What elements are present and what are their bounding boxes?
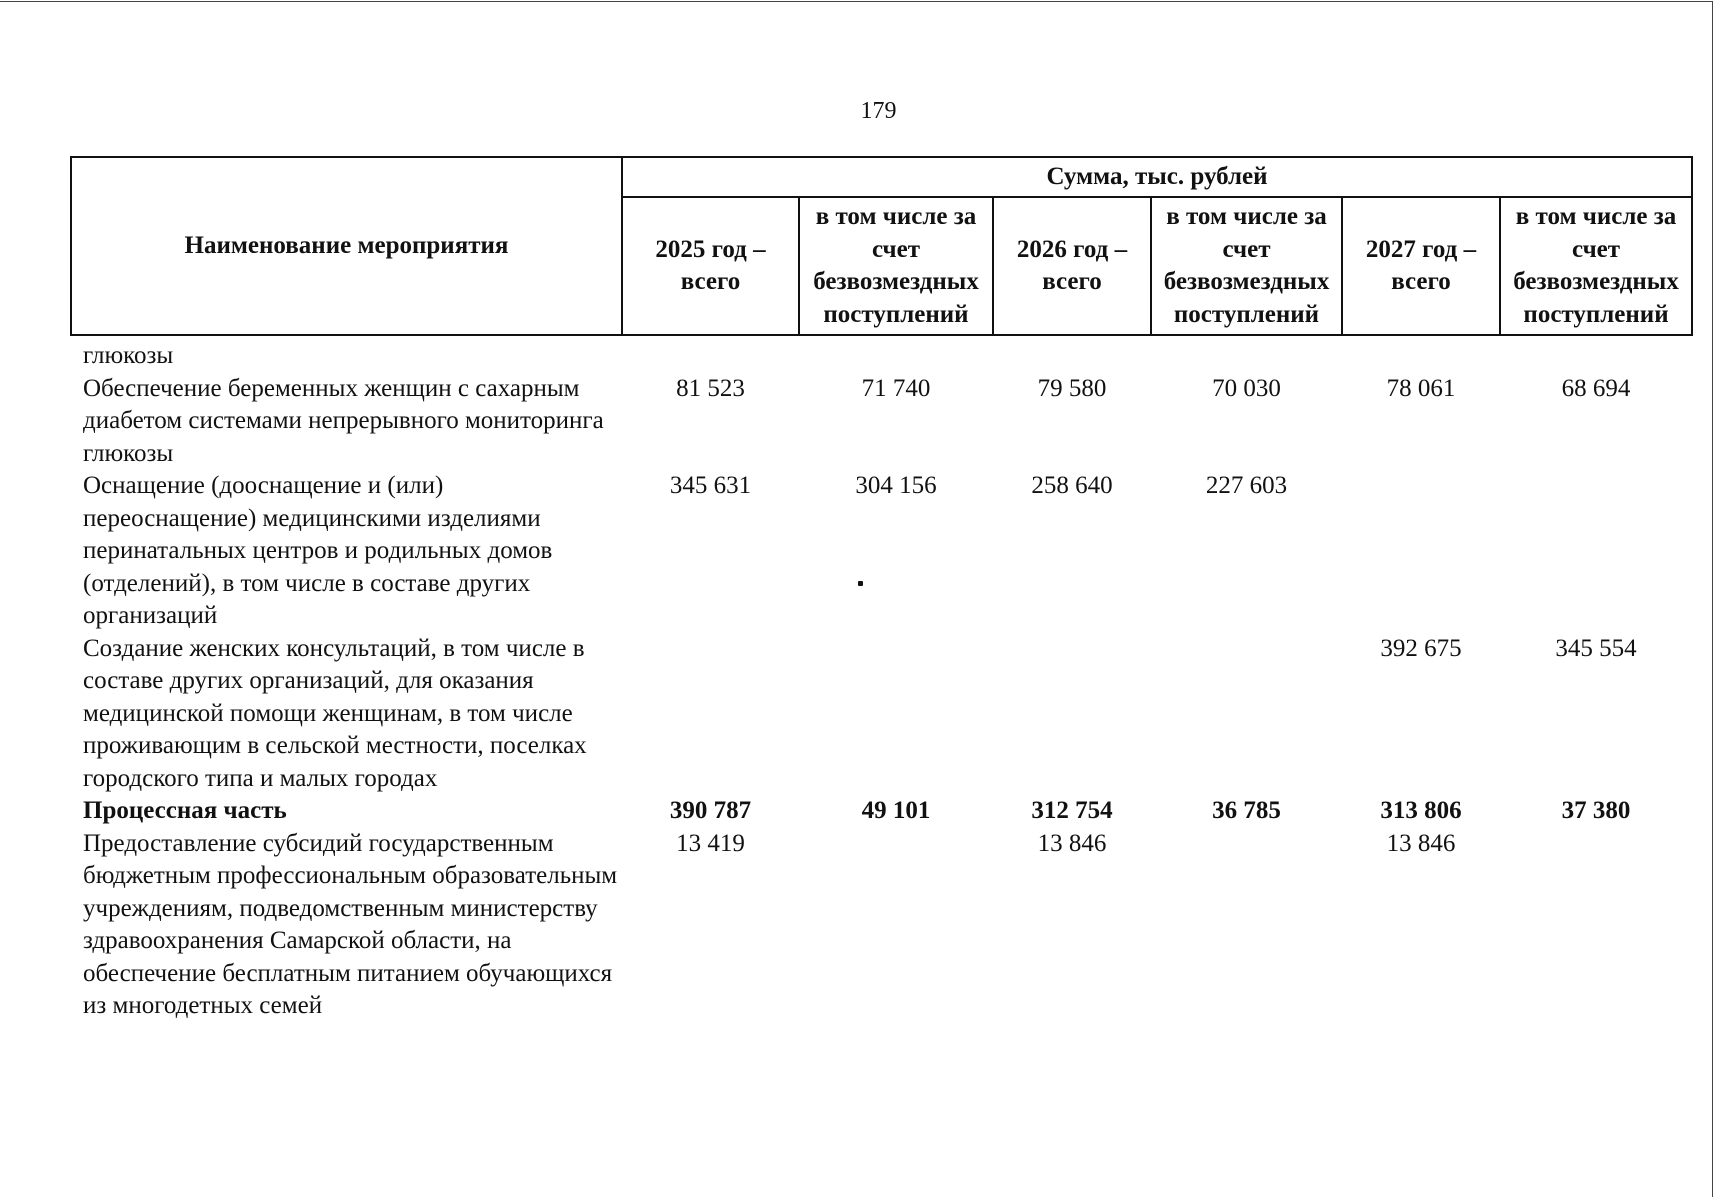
cell-2026-grants <box>1151 335 1342 373</box>
table-row <box>71 470 1692 633</box>
cell-2025-total <box>622 633 799 796</box>
cell-2025-grants: 49 101 <box>861 797 931 824</box>
cell-2025-total <box>622 335 799 373</box>
cell-2026-total: 258 640 <box>1031 472 1113 499</box>
cell-2025-total: 13 419 <box>676 829 745 857</box>
row-name: Предоставление субсидий государственным бюджетным профессиональным образовательным учреждениям, подведомственным министерству здравоохранения Самарской области, на обеспечение бесплатным питанием обучающихся из многодетных семей <box>83 829 618 1019</box>
cell-2026-grants <box>1151 828 1342 1023</box>
cell-2027-grants: 68 694 <box>1561 374 1631 402</box>
budget-table <box>70 156 1693 1023</box>
cell-2027-total: 78 061 <box>1386 374 1456 402</box>
row-name: Оснащение (дооснащение и (или) переоснащение) медицинскими изделиями перинатальных центров и родильных домов (отделений), в том числе в составе других организаций <box>83 472 553 629</box>
table-row <box>71 828 1692 1023</box>
cell-2026-total: 312 754 <box>1031 797 1113 824</box>
header-2026-grants: в том числе за счет безвозмездных поступлений <box>1151 197 1342 335</box>
header-2026-total: 2026 год – всего <box>993 197 1151 335</box>
header-2025-total: 2025 год – всего <box>622 197 799 335</box>
cell-2026-grants: 227 603 <box>1205 472 1288 499</box>
row-name: Создание женских консультаций, в том числе в составе других организаций, для оказания медицинской помощи женщинам, в том числе проживающим в сельской местности, поселках городского типа и малых городах <box>83 634 587 792</box>
cell-2026-grants <box>1151 633 1342 796</box>
row-name: Обеспечение беременных женщин с сахарным диабетом системами непрерывного мониторинга глюкозы <box>83 374 604 467</box>
cell-2025-total: 345 631 <box>669 472 752 499</box>
cell-2027-grants <box>1500 470 1692 633</box>
cell-2027-total: 392 675 <box>1380 634 1462 662</box>
page-number: 179 <box>860 98 897 124</box>
cell-2027-grants: 345 554 <box>1555 634 1637 662</box>
cell-2027-grants <box>1500 335 1692 373</box>
table-row-section <box>71 795 1692 828</box>
header-name-column: Наименование мероприятия <box>71 157 622 335</box>
cell-2026-total <box>993 633 1151 796</box>
cell-2025-total: 81 523 <box>676 374 745 402</box>
table-row <box>71 335 1692 373</box>
cell-2025-grants <box>799 633 993 796</box>
cell-2027-total: 313 806 <box>1380 797 1462 824</box>
cell-2027-total <box>1342 335 1500 373</box>
cell-2026-grants: 36 785 <box>1212 797 1281 824</box>
row-name: Процессная часть <box>83 797 287 824</box>
header-2027-total: 2027 год – всего <box>1342 197 1500 335</box>
cell-2027-grants: 37 380 <box>1561 797 1631 824</box>
cell-2026-total: 13 846 <box>1037 829 1107 857</box>
cell-2025-grants: 304 156 <box>855 472 937 499</box>
header-2027-grants: в том числе за счет безвозмездных поступлений <box>1500 197 1692 335</box>
cell-2026-total <box>993 335 1151 373</box>
cell-2027-total: 13 846 <box>1386 829 1456 857</box>
row-name: глюкозы <box>83 342 174 369</box>
cell-2025-grants <box>799 828 993 1023</box>
cell-2026-grants: 70 030 <box>1212 374 1281 402</box>
cell-2025-grants <box>799 335 993 373</box>
header-sum-group: Сумма, тыс. рублей <box>622 157 1692 197</box>
scan-speck <box>858 581 863 586</box>
cell-2025-total: 390 787 <box>669 797 752 824</box>
cell-2026-total: 79 580 <box>1037 374 1107 402</box>
header-2025-grants: в том числе за счет безвозмездных поступлений <box>799 197 993 335</box>
cell-2025-grants: 71 740 <box>861 374 931 402</box>
cell-2027-grants <box>1500 828 1692 1023</box>
table-row <box>71 633 1692 796</box>
table-row <box>71 373 1692 471</box>
cell-2027-total <box>1342 470 1500 633</box>
